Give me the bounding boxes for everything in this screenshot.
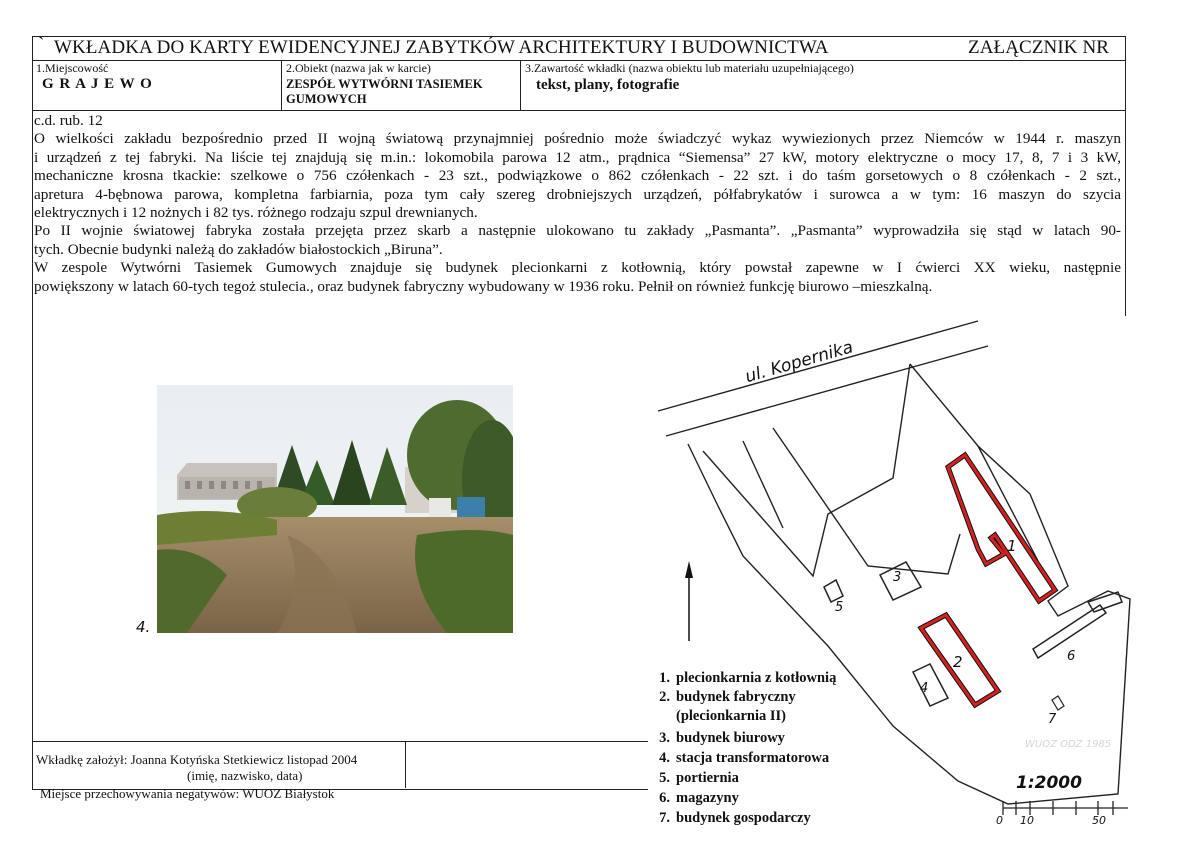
field-separator-1 (281, 60, 282, 110)
building-number-4: 4 (920, 681, 929, 696)
site-photograph (157, 385, 513, 633)
object-value-line1: ZESPÓŁ WYTWÓRNI TASIEMEK (286, 77, 483, 91)
legend-num: 4. (659, 750, 670, 766)
scale-tick-0: 0 (996, 814, 1003, 827)
contents-value: tekst, plany, fotografie (536, 77, 680, 93)
body-line: mechaniczne krosna tkackie: szelkowe o 756 czółenkach - 23 szt., podwiązkowe o 862 czółenkach - 22 szt. i do taśm gorsetowych o 8 czółenkach - 2 szt., (34, 167, 1121, 185)
legend-text: budynek fabryczny (676, 689, 796, 705)
header-mark: ` (38, 34, 45, 55)
legend-text: portiernia (676, 770, 739, 786)
body-line: tych. Obecnie budynki należą do zakładów białostockich „Biruna”. (34, 240, 443, 258)
building-number-2: 2 (953, 653, 963, 671)
legend-text: budynek gospodarczy (676, 810, 811, 826)
body-line: Po II wojnie światowej fabryka została przejęta przez skarb a następnie ulokowano tu zakłady „Pasmanta”. „Pasmanta” wyprowadziła się stąd w latach 90- (34, 222, 1121, 240)
building-number-7: 7 (1048, 712, 1057, 727)
legend-num: 2. (659, 689, 670, 705)
locality-value: G R A J E W O (42, 76, 153, 92)
locality-label: 1.Miejscowość (36, 61, 109, 75)
body-line: apretura 4-bębnowa parowa, kompletna farbiarnia, poza tym cały szereg drobniejszych urządzeń, półfabrykatów i surowca a w tym: 16 maszyn do szycia (34, 185, 1121, 203)
fields-divider (32, 110, 1125, 111)
building-number-6: 6 (1067, 649, 1076, 664)
scale-tick-50: 50 (1092, 814, 1106, 827)
contents-label: 3.Zawartość wkładki (nazwa obiektu lub materiału uzupełniającego) (525, 61, 854, 75)
object-value-line2: GUMOWYCH (286, 92, 367, 106)
legend-text: stacja transformatorowa (676, 750, 830, 766)
legend-text: budynek biurowy (676, 730, 785, 746)
photo-number: 4. (136, 618, 151, 636)
legend-num: 6. (659, 790, 670, 806)
body-text (34, 112, 1121, 296)
legend-num: 1. (659, 670, 670, 686)
body-line: elektrycznych i 12 nożnych i 82 tys. różnego rodzaju szpul drewnianych. (34, 204, 478, 222)
building-number-1: 1 (1007, 537, 1017, 555)
legend-text: magazyny (676, 790, 739, 806)
legend-num: 5. (659, 770, 670, 786)
body-line: W zespole Wytwórni Tasiemek Gumowych znajduje się budynek plecionkarni z kotłownią, który powstał zapewne w I ćwierci XX wieku, następnie (34, 259, 1121, 277)
legend-num: 3. (659, 730, 670, 746)
building-1-outline (948, 455, 1055, 601)
negatives-location: Miejsce przechowywania negatywów: WUOZ Białystok (40, 786, 335, 801)
attachment-label: ZAŁĄCZNIK NR (968, 37, 1110, 58)
faded-stamp: WUOZ ODZ 1985 (1025, 739, 1112, 750)
street-name: ul. Kopernika (743, 337, 856, 388)
body-line: c.d. rub. 12 (34, 112, 103, 129)
footer-separator (405, 741, 406, 788)
author-caption: (imię, nazwisko, data) (187, 768, 303, 783)
body-line: i urządzeń z tej fabryki. Na liście tej znajdują się m.in.: lokomobila parowa 12 atm., prądnica “Siemensa” 27 kW, motory elektryczne o mocy 17, 8, 7 i 3 kW, (34, 148, 1121, 166)
body-line: O wielkości zakładu bezpośrednio przed II wojną światową przynajmniej pośrednio może świadczyć wykaz wywiezionych przez Niemców w 1944 r. maszyn (34, 130, 1121, 148)
legend-text: (plecionkarnia II) (676, 708, 786, 724)
legend-text: plecionkarnia z kotłownią (676, 670, 837, 686)
body-line: powiększony w latach 60-tych tegoż stulecia., oraz budynek fabryczny wybudowany w 1936 roku. Pełnił on również funkcję biurowo –mieszkalną. (34, 277, 933, 295)
author-line: Wkładkę założył: Joanna Kotyńska Stetkiewicz listopad 2004 (36, 752, 358, 767)
map-scale: 1:2000 (1016, 773, 1082, 793)
field-separator-2 (520, 60, 521, 110)
page-title: WKŁADKA DO KARTY EWIDENCYJNEJ ZABYTKÓW ARCHITEKTURY I BUDOWNICTWA (54, 37, 829, 58)
scale-tick-10: 10 (1020, 814, 1034, 827)
building-number-3: 3 (893, 570, 902, 585)
building-number-5: 5 (835, 600, 844, 615)
site-plan (648, 316, 1158, 841)
object-label: 2.Obiekt (nazwa jak w karcie) (286, 61, 431, 75)
legend-num: 7. (659, 810, 670, 826)
